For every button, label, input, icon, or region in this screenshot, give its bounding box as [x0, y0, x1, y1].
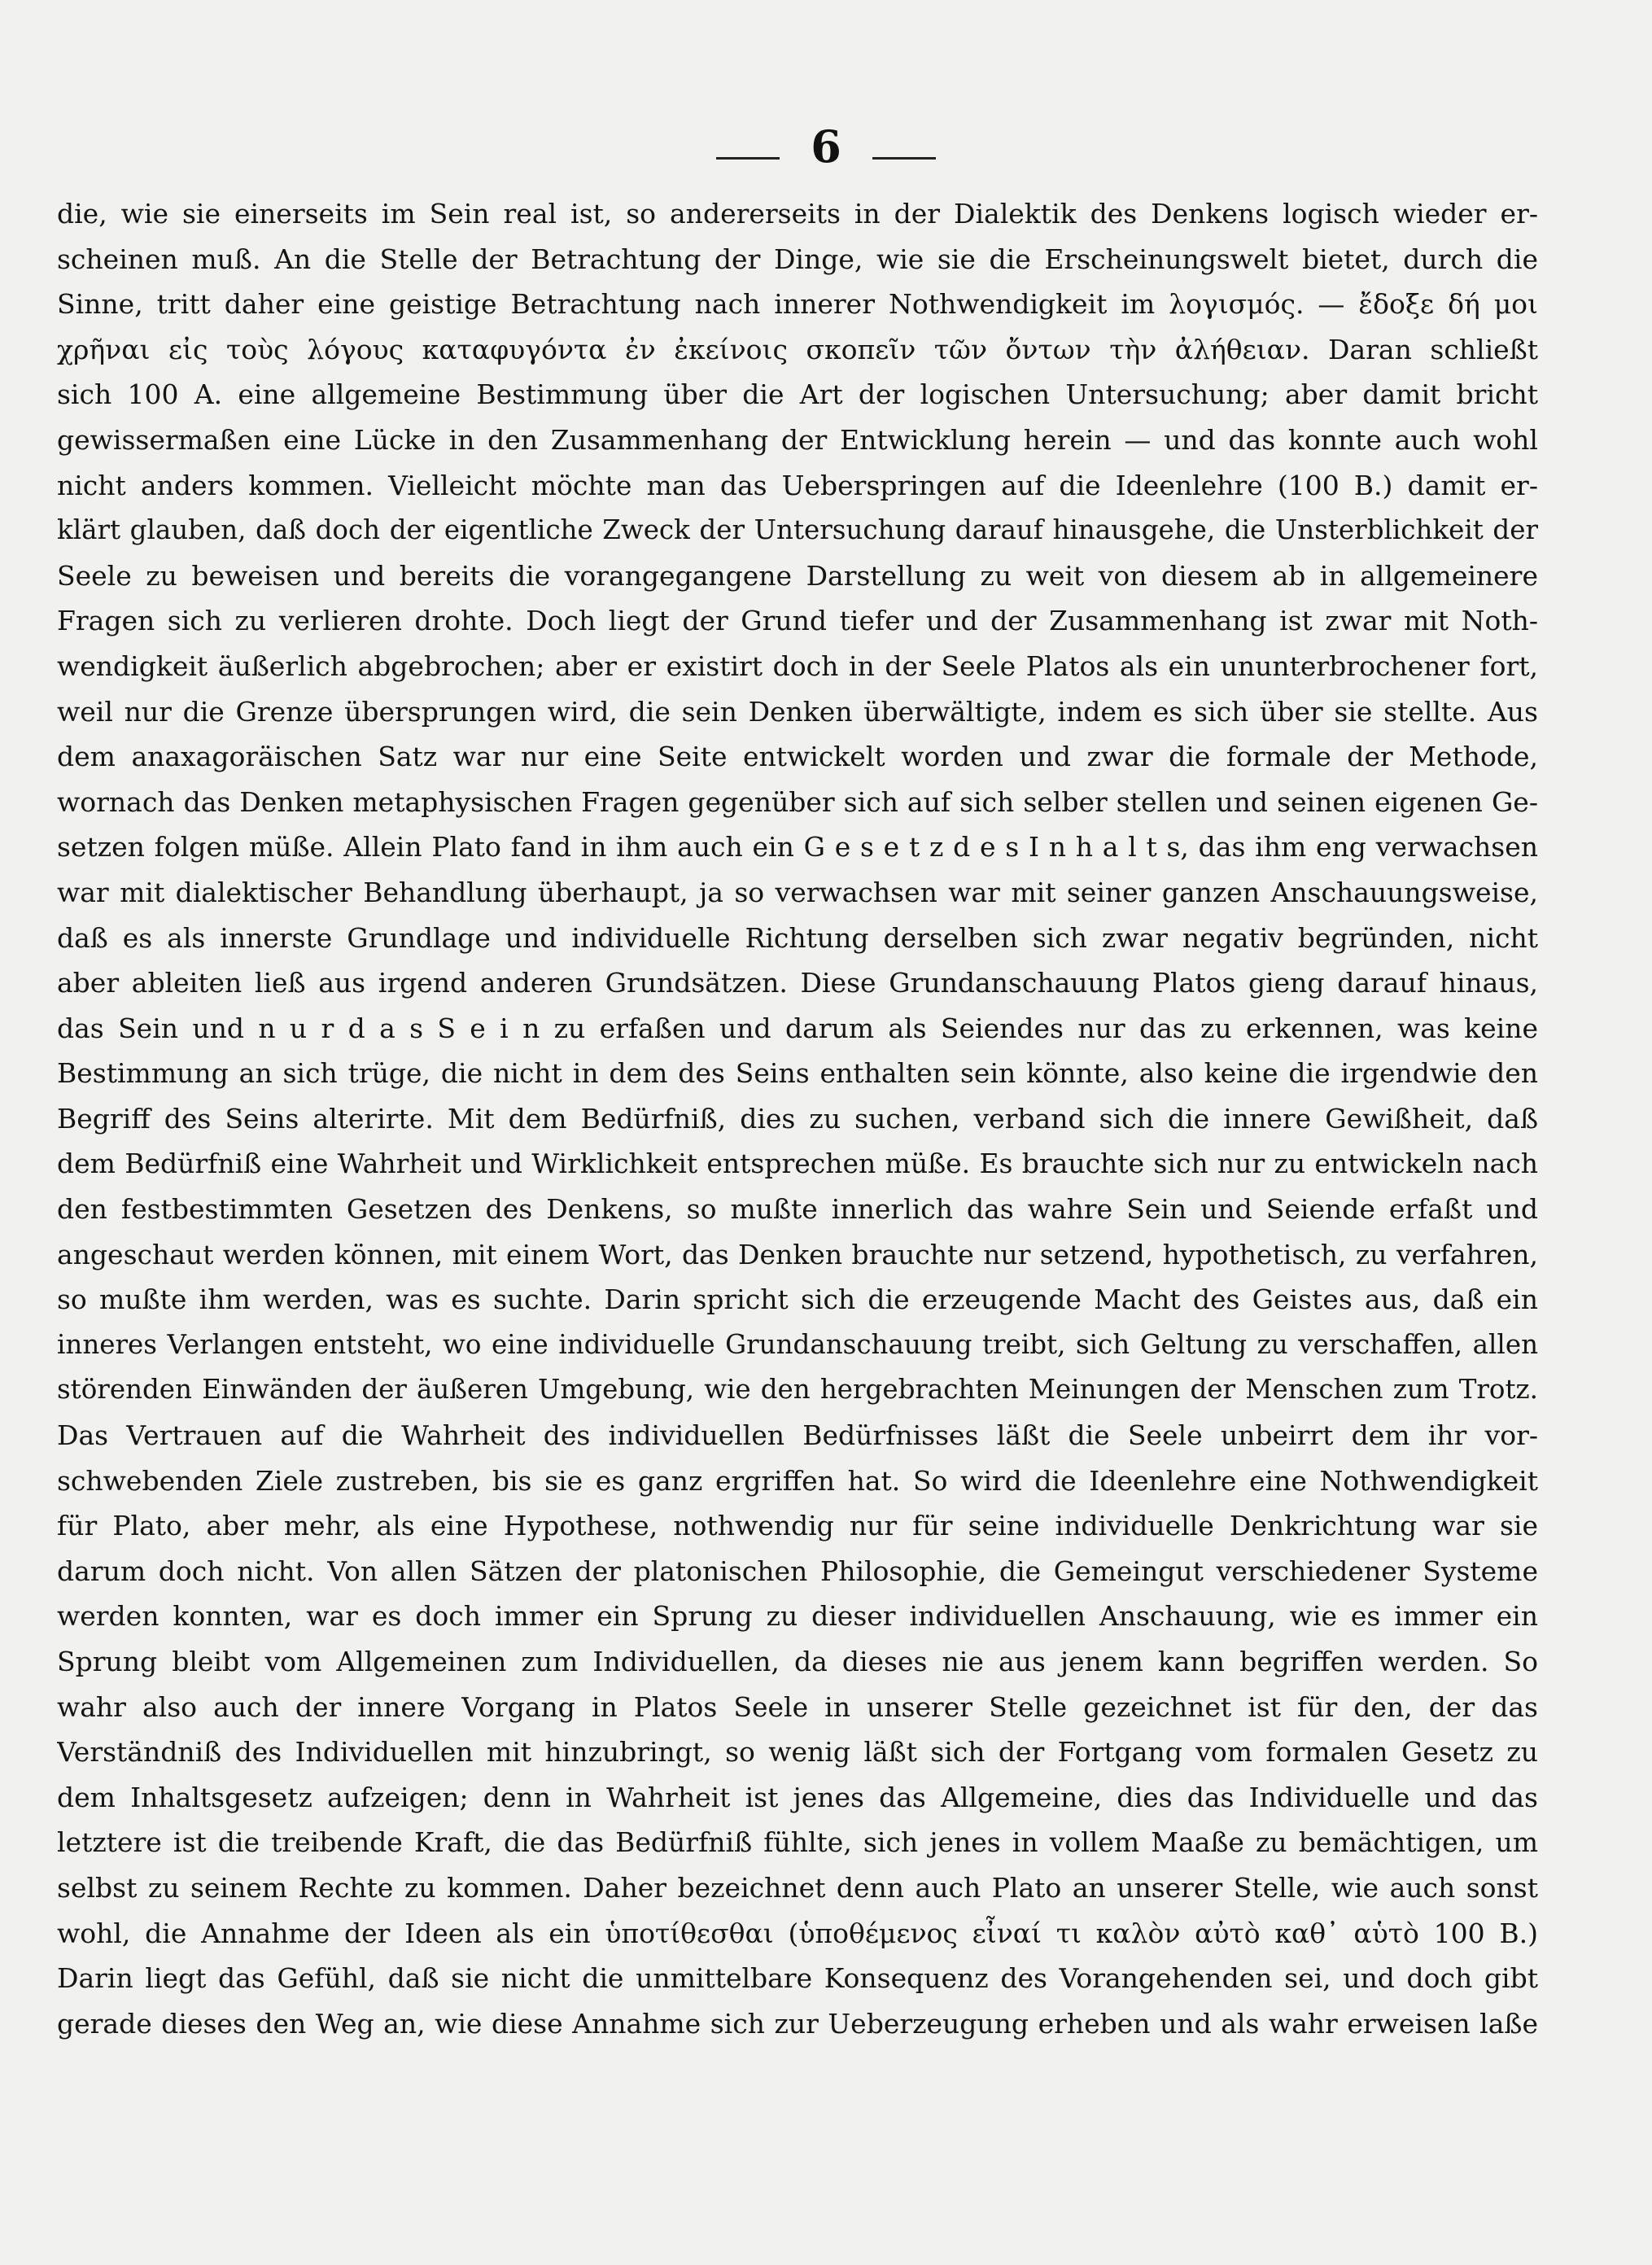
- text-line: Fragen sich zu verlieren drohte. Doch liegt der Grund tiefer und der Zusammenhang ist zwar mit Noth-: [57, 605, 1538, 637]
- text-line: Das Vertrauen auf die Wahrheit des individuellen Bedürfnisses läßt die Seele unbeirrt dem ihr vor-: [57, 1419, 1538, 1452]
- header-dash-right: [872, 157, 936, 160]
- text-line: Bestimmung an sich trüge, die nicht in dem des Seins enthalten sein könnte, also keine die irgendwie den: [57, 1057, 1538, 1090]
- body-text: [57, 191, 1538, 2046]
- text-line: Seele zu beweisen und bereits die vorangegangene Darstellung zu weit von diesem ab in allgemeinere: [57, 559, 1538, 592]
- text-line: dem anaxagoräischen Satz war nur eine Seite entwickelt worden und zwar die formale der Methode,: [57, 741, 1538, 773]
- text-line: letztere ist die treibende Kraft, die das Bedürfniß fühlte, sich jenes in vollem Maaße zu bemächtigen, um: [57, 1826, 1538, 1859]
- text-line: gewissermaßen eine Lücke in den Zusammenhang der Entwicklung herein — und das konnte auch wohl: [57, 423, 1538, 456]
- text-line: weil nur die Grenze übersprungen wird, die sein Denken überwältigte, indem es sich über sie stellte. Aus: [57, 695, 1538, 728]
- text-line: Begriff des Seins alterirte. Mit dem Bedürfniß, dies zu suchen, verband sich die innere Gewißheit, daß: [57, 1102, 1538, 1135]
- page-header: [0, 114, 1652, 179]
- text-line: dem Inhaltsgesetz aufzeigen; denn in Wahrheit ist jenes das Allgemeine, dies das Individuelle und das: [57, 1781, 1538, 1813]
- text-line: Darin liegt das Gefühl, daß sie nicht die unmittelbare Konsequenz des Vorangehenden sei, und doch gibt: [57, 1962, 1538, 1995]
- text-line: nicht anders kommen. Vielleicht möchte man das Ueberspringen auf die Ideenlehre (100 B.) damit er-: [57, 469, 1538, 501]
- page-number: 6: [811, 120, 841, 173]
- text-line: schwebenden Ziele zustreben, bis sie es ganz ergriffen hat. So wird die Ideenlehre eine Nothwendigkeit: [57, 1464, 1538, 1497]
- text-line: den festbestimmten Gesetzen des Denkens, so mußte innerlich das wahre Sein und Seiende erfaßt und: [57, 1193, 1538, 1226]
- text-line: störenden Einwänden der äußeren Umgebung, wie den hergebrachten Meinungen der Menschen zum Trotz.: [57, 1374, 1538, 1406]
- text-line: Sinne, tritt daher eine geistige Betrachtung nach innerer Nothwendigkeit im λογισμός. — ἔδοξε δή μοι: [57, 288, 1538, 321]
- text-line: setzen folgen müße. Allein Plato fand in ihm auch ein G e s e t z d e s I n h a l t s, das ihm eng verwachsen: [57, 831, 1538, 864]
- header-dash-left: [716, 157, 780, 160]
- text-line: χρῆναι εἰς τοὺς λόγους καταφυγόντα ἐν ἐκείνοις σκοπεῖν τῶν ὄντων τὴν ἀλήθειαν. Daran schließt: [57, 333, 1538, 365]
- text-line: sich 100 A. eine allgemeine Bestimmung über die Art der logischen Untersuchung; aber damit bricht: [57, 378, 1538, 411]
- text-line: so mußte ihm werden, was es suchte. Darin spricht sich die erzeugende Macht des Geistes aus, daß ein: [57, 1283, 1538, 1316]
- text-line: das Sein und n u r d a s S e i n zu erfaßen und darum als Seiendes nur das zu erkennen, was keine: [57, 1012, 1538, 1044]
- text-line: angeschaut werden können, mit einem Wort, das Denken brauchte nur setzend, hypothetisch, zu verfahren,: [57, 1238, 1538, 1270]
- text-line: wendigkeit äußerlich abgebrochen; aber er existirt doch in der Seele Platos als ein ununterbrochener fort,: [57, 649, 1538, 682]
- text-line: aber ableiten ließ aus irgend anderen Grundsätzen. Diese Grundanschauung Platos gieng darauf hinaus,: [57, 967, 1538, 999]
- text-line: wornach das Denken metaphysischen Fragen gegenüber sich auf sich selber stellen und seinen eigenen Ge-: [57, 785, 1538, 818]
- text-line: gerade dieses den Weg an, wie diese Annahme sich zur Ueberzeugung erheben und als wahr erweisen laße: [57, 2007, 1538, 2040]
- text-line: inneres Verlangen entsteht, wo eine individuelle Grundanschauung treibt, sich Geltung zu verschaffen, allen: [57, 1328, 1538, 1360]
- text-line: Sprung bleibt vom Allgemeinen zum Individuellen, da dieses nie aus jenem kann begriffen werden. So: [57, 1646, 1538, 1677]
- text-line: darum doch nicht. Von allen Sätzen der platonischen Philosophie, die Gemeingut verschiedener Systeme: [57, 1554, 1538, 1587]
- text-line: Verständniß des Individuellen mit hinzubringt, so wenig läßt sich der Fortgang vom formalen Gesetz zu: [57, 1736, 1538, 1769]
- text-line: war mit dialektischer Behandlung überhaupt, ja so verwachsen war mit seiner ganzen Anschauungsweise,: [57, 876, 1538, 908]
- text-line: für Plato, aber mehr, als eine Hypothese, nothwendig nur für seine individuelle Denkrichtung war sie: [57, 1510, 1538, 1542]
- text-line: dem Bedürfniß eine Wahrheit und Wirklichkeit entsprechen müße. Es brauchte sich nur zu entwickeln nach: [57, 1148, 1538, 1180]
- text-line: selbst zu seinem Rechte zu kommen. Daher bezeichnet denn auch Plato an unserer Stelle, wie auch sonst: [57, 1871, 1538, 1904]
- text-line: klärt glauben, daß doch der eigentliche Zweck der Untersuchung darauf hinausgehe, die Unsterblichkeit der: [57, 514, 1538, 546]
- text-line: wahr also auch der innere Vorgang in Platos Seele in unserer Stelle gezeichnet ist für den, der das: [57, 1690, 1538, 1723]
- text-line: daß es als innerste Grundlage und individuelle Richtung derselben sich zwar negativ begründen, nicht: [57, 921, 1538, 954]
- text-line: scheinen muß. An die Stelle der Betrachtung der Dinge, wie sie die Erscheinungswelt bietet, durch die: [57, 243, 1538, 275]
- text-line: die, wie sie einerseits im Sein real ist, so andererseits in der Dialektik des Denkens logisch wieder er-: [57, 198, 1538, 230]
- text-line: wohl, die Annahme der Ideen als ein ὑποτίθεσθαι (ὑποθέμενος εἶναί τι καλὸν αὐτὸ καθ᾽ αὑτὸ 100 B.): [57, 1917, 1538, 1949]
- text-line: werden konnten, war es doch immer ein Sprung zu dieser individuellen Anschauung, wie es immer ein: [57, 1600, 1538, 1633]
